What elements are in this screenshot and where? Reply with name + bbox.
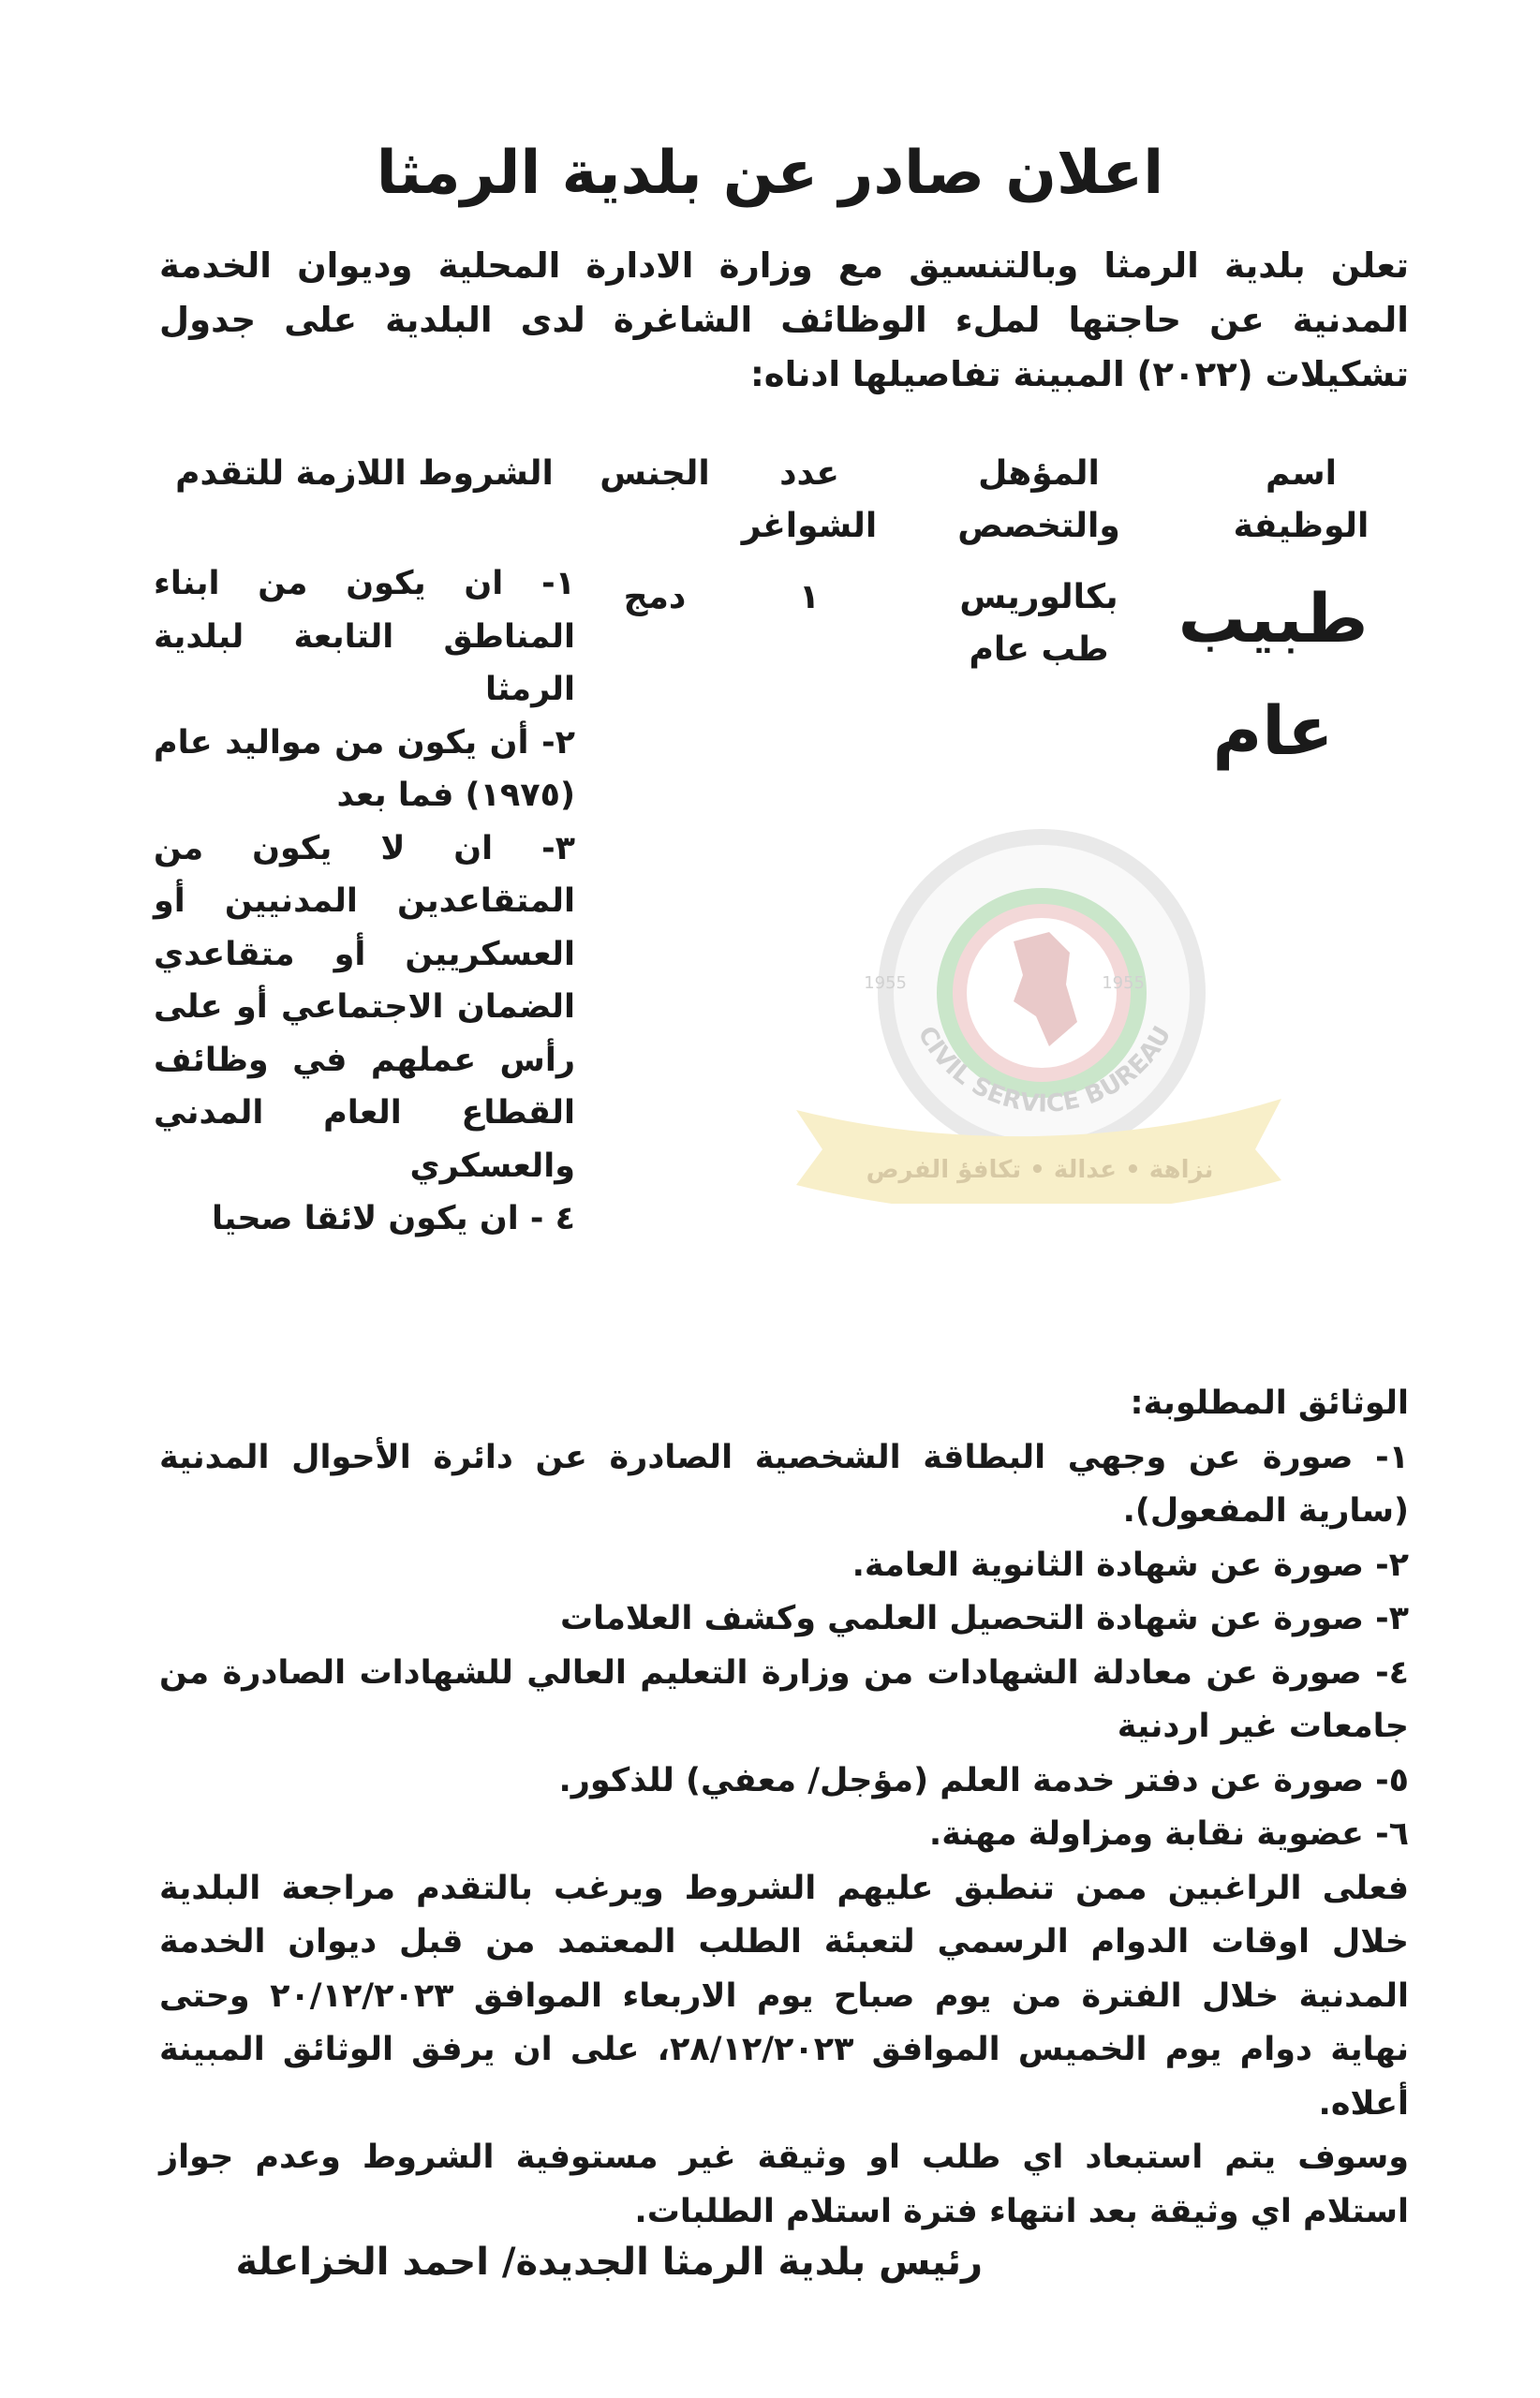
condition-item: ٣- ان لا يكون من المتقاعدين المدنيين أو العسكريين أو متقاعدي الضمان الاجتماعي أو على رأس عملهم في وظائف القطاع العام المدني والعسكري — [154, 829, 575, 1185]
seal-motto: نزاهة • عدالة • تكافؤ الفرص — [866, 1156, 1214, 1184]
seal-year-right: 1955 — [1102, 973, 1145, 993]
document-item: ٦- عضوية نقابة ومزاولة مهنة. — [928, 1815, 1409, 1853]
announcement-title: اعلان صادر عن بلدية الرمثا — [376, 139, 1164, 208]
required-documents — [159, 1377, 1409, 2239]
closing-paragraph: فعلى الراغبين ممن تنطبق عليهم الشروط ويرغب بالتقدم مراجعة البلدية خلال اوقات الدوام الرسمي لتعبئة الطلب المعتمد من قبل ديوان الخدمة المدنية خلال الفترة من يوم صباح يوم الاربعاء الموافق ٢٠/١٢/٢٠٢٣ وحتى نهاية دوام يوم الخميس الموافق ٢٨/١٢/٢٠٢٣، على ان يرفق الوثائق المبينة أعلاه. — [159, 1869, 1409, 2123]
header-qualification: المؤهل والتخصص — [957, 454, 1120, 545]
job-title: طبيب عام — [1177, 579, 1369, 770]
job-qualification: بكالوريس طب عام — [959, 578, 1118, 669]
header-gender: الجنس — [600, 454, 710, 493]
condition-item: ٤ - ان يكون لائقا صحيا — [211, 1200, 575, 1237]
document-item: ٤- صورة عن معادلة الشهادات من وزارة التعليم العالي للشهادات الصادرة من جامعات غير اردنية — [159, 1653, 1409, 1745]
job-conditions — [154, 557, 575, 1246]
seal-english-name: CIVIL SERVICE BUREAU — [911, 1021, 1177, 1118]
job-gender: دمج — [623, 578, 687, 616]
job-vacancies: ١ — [799, 578, 820, 616]
warning-paragraph: وسوف يتم استبعاد اي طلب او وثيقة غير مستوفية الشروط وعدم جواز استلام اي وثيقة بعد انتهاء فترة استلام الطلبات. — [159, 2139, 1409, 2230]
condition-item: ١- ان يكون من ابناء المناطق التابعة لبلدية الرمثا — [154, 565, 575, 708]
civil-service-bureau-seal — [768, 801, 1302, 1204]
seal-year-left: 1955 — [864, 973, 907, 993]
documents-heading: الوثائق المطلوبة: — [1130, 1384, 1409, 1422]
document-item: ٢- صورة عن شهادة الثانوية العامة. — [851, 1546, 1409, 1584]
document-item: ١- صورة عن وجهي البطاقة الشخصية الصادرة عن دائرة الأحوال المدنية (سارية المفعول). — [159, 1438, 1409, 1530]
document-item: ٣- صورة عن شهادة التحصيل العلمي وكشف العلامات — [559, 1600, 1409, 1637]
intro-paragraph: تعلن بلدية الرمثا وبالتنسيق مع وزارة الادارة المحلية وديوان الخدمة المدنية عن حاجتها لملء الوظائف الشاغرة لدى البلدية على جدول تشكيلات (٢٠٢٢) المبينة تفاصيلها ادناه: — [159, 245, 1409, 394]
header-job-name: اسم الوظيفة — [1233, 454, 1370, 545]
document-item: ٥- صورة عن دفتر خدمة العلم (مؤجل/ معفي) للذكور. — [558, 1761, 1409, 1799]
signature-line: رئيس بلدية الرمثا الجديدة/ احمد الخزاعلة — [235, 2241, 983, 2284]
header-conditions: الشروط اللازمة للتقدم — [175, 454, 554, 493]
condition-item: ٢- أن يكون من مواليد عام (١٩٧٥) فما بعد — [154, 723, 575, 814]
header-vacancies: عدد الشواغر — [741, 454, 878, 545]
